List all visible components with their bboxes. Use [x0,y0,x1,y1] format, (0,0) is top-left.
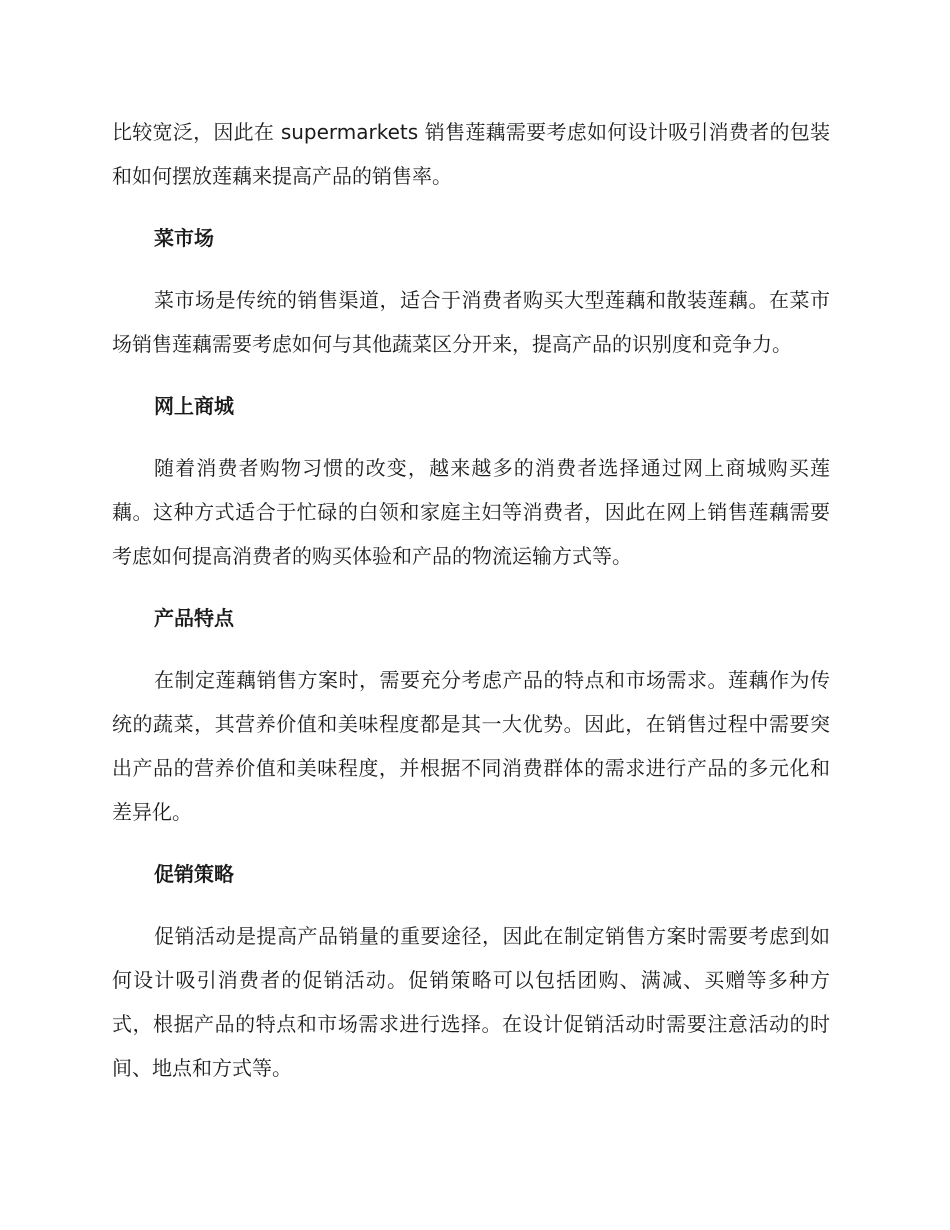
section-body-product-features: 在制定莲藕销售方案时，需要充分考虑产品的特点和市场需求。莲藕作为传统的蔬菜，其营养价值和美味程度都是其一大优势。因此，在销售过程中需要突出产品的营养价值和美味程度，并根据不同消费群体的需求进行产品的多元化和差异化。 [112,668,830,824]
spacer [112,896,830,914]
section-body-online-mall: 随着消费者购物习惯的改变，越来越多的消费者选择通过网上商城购买莲藕。这种方式适合于忙碌的白领和家庭主妇等消费者，因此在网上销售莲藕需要考虑如何提高消费者的购买体验和产品的物流运输方式等。 [112,456,830,568]
spacer [112,366,830,384]
spacer [112,640,830,658]
intro-paragraph: 比较宽泛，因此在 supermarkets 销售莲藕需要考虑如何设计吸引消费者的包装和如何摆放莲藕来提高产品的销售率。 [112,120,830,188]
spacer [112,428,830,446]
section-body-promotion-strategy: 促销活动是提高产品销量的重要途径，因此在制定销售方案时需要考虑到如何设计吸引消费者的促销活动。促销策略可以包括团购、满减、买赠等多种方式，根据产品的特点和市场需求进行选择。在设计促销活动时需要注意活动的时间、地点和方式等。 [112,924,830,1080]
spacer [112,198,830,216]
spacer [112,834,830,852]
section-heading-product-features: 产品特点 [154,606,234,630]
section-heading-online-mall: 网上商城 [154,394,234,418]
section-heading-promotion-strategy: 促销策略 [154,862,234,886]
section-heading-vegetable-market: 菜市场 [154,226,214,250]
spacer [112,260,830,278]
section-body-vegetable-market: 菜市场是传统的销售渠道，适合于消费者购买大型莲藕和散装莲藕。在菜市场销售莲藕需要考虑如何与其他蔬菜区分开来，提高产品的识别度和竞争力。 [112,288,830,356]
spacer [112,578,830,596]
document-page [112,110,830,1090]
